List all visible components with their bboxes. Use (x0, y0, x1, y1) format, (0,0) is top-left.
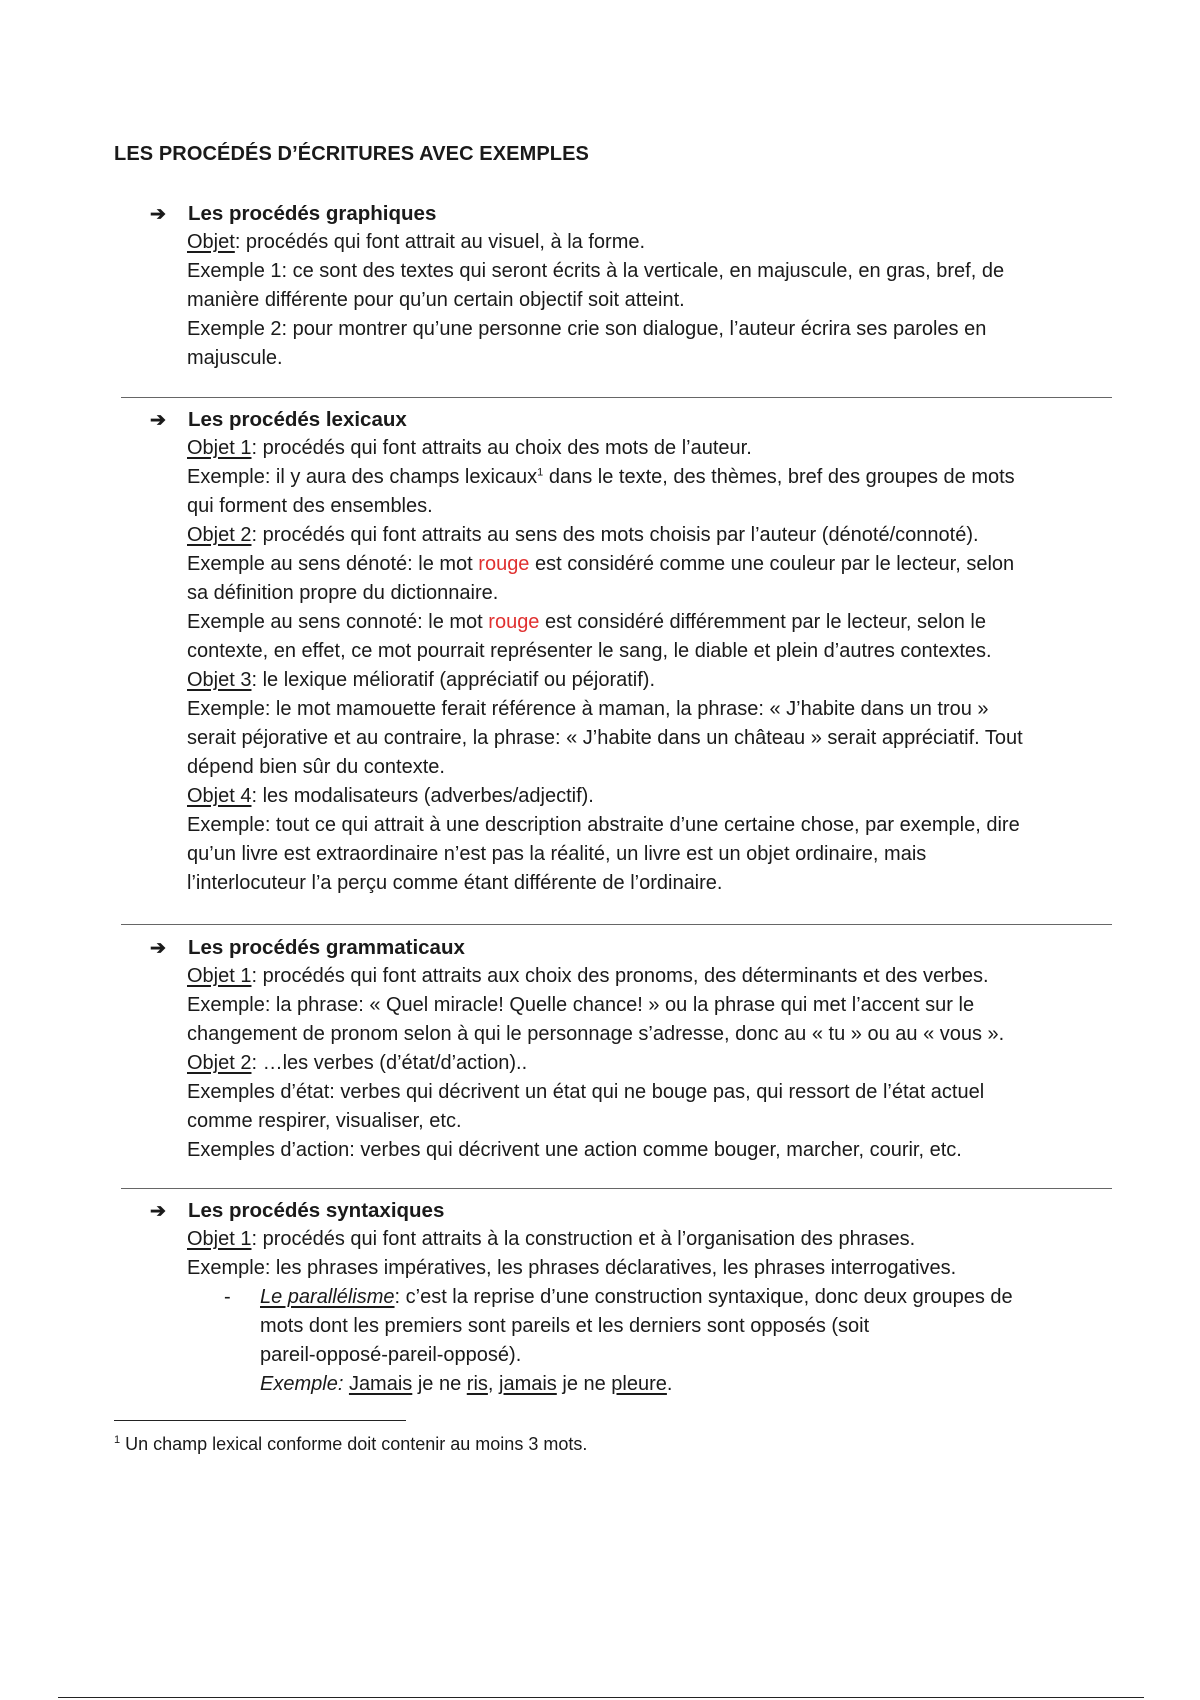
section-heading: ➔ Les procédés lexicaux (150, 406, 407, 435)
text-line: serait péjorative et au contraire, la phrase: « J’habite dans un château » serait appréciatif. Tout (187, 727, 1023, 749)
arrow-icon: ➔ (150, 1201, 166, 1222)
red-word: rouge (488, 611, 540, 633)
text-line: Exemple: tout ce qui attrait à une description abstraite d’une certaine chose, par exemple, dire (187, 814, 1020, 836)
text-line: changement de pronom selon à qui le personnage s’adresse, donc au « tu » ou au « vous ». (187, 1023, 1005, 1045)
text-line: Exemple 1: ce sont des textes qui seront écrits à la verticale, en majuscule, en gras, bref, de (187, 260, 1005, 282)
section-body (187, 962, 1127, 1165)
red-word: rouge (478, 553, 530, 575)
arrow-icon: ➔ (150, 938, 166, 959)
section-heading: ➔ Les procédés grammaticaux (150, 934, 465, 963)
text-line: Exemples d’action: verbes qui décrivent une action comme bouger, marcher, courir, etc. (187, 1139, 962, 1161)
objet-line: Objet 3: le lexique mélioratif (appréciatif ou péjoratif). (187, 669, 656, 691)
text-line: Exemples d’état: verbes qui décrivent un état qui ne bouge pas, qui ressort de l’état actuel (187, 1081, 985, 1103)
text-line: Exemple au sens connoté: le mot rouge est considéré différemment par le lecteur, selon le (187, 611, 986, 633)
text-line: Exemple 2: pour montrer qu’une personne crie son dialogue, l’auteur écrira ses paroles en (187, 318, 987, 340)
section-divider (121, 1188, 1112, 1189)
text-line: Exemple: il y aura des champs lexicaux$^1$ dans le texte, des thèmes, bref des groupes de mots (187, 466, 1015, 488)
text-line: Le parallélisme: c’est la reprise d’une construction syntaxique, donc deux groupes de (260, 1286, 1013, 1308)
section-body (187, 1225, 1127, 1283)
objet-line: Objet 4: les modalisateurs (adverbes/adjectif). (187, 785, 594, 807)
footnote-ref: 1 (537, 466, 544, 479)
arrow-icon: ➔ (150, 204, 166, 225)
text-line: pareil-opposé-pareil-opposé). (260, 1344, 522, 1366)
bullet-body (260, 1283, 1120, 1399)
section-divider (121, 397, 1112, 398)
text-line: mots dont les premiers sont pareils et les derniers sont opposés (soit (260, 1315, 870, 1337)
section-heading: ➔ Les procédés graphiques (150, 200, 436, 229)
text-line: manière différente pour qu’un certain objectif soit atteint. (187, 289, 685, 311)
text-line: Exemple: les phrases impératives, les phrases déclaratives, les phrases interrogatives. (187, 1257, 957, 1279)
example-line: Exemple: Jamais je ne ris, jamais je ne pleure. (260, 1373, 673, 1395)
dash-bullet: - (224, 1286, 231, 1308)
section-divider (121, 924, 1112, 925)
text-line: contexte, en effet, ce mot pourrait représenter le sang, le diable et plein d’autres contextes. (187, 640, 992, 662)
text-line: Exemple: la phrase: « Quel miracle! Quelle chance! » ou la phrase qui met l’accent sur le (187, 994, 975, 1016)
text-line: qu’un livre est extraordinaire n’est pas la réalité, un livre est un objet ordinaire, mais (187, 843, 927, 865)
arrow-icon: ➔ (150, 410, 166, 431)
objet-line: Objet 2: procédés qui font attraits au sens des mots choisis par l’auteur (dénoté/connoté). (187, 524, 979, 546)
text-line: Exemple: le mot mamouette ferait référence à maman, la phrase: « J’habite dans un trou » (187, 698, 989, 720)
text-line: Exemple au sens dénoté: le mot rouge est considéré comme une couleur par le lecteur, selon (187, 553, 1015, 575)
section-heading: ➔ Les procédés syntaxiques (150, 1197, 444, 1226)
term: Le parallélisme (260, 1286, 395, 1308)
text-line: l’interlocuteur l’a perçu comme étant différente de l’ordinaire. (187, 872, 723, 894)
objet-line: Objet 1: procédés qui font attraits aux choix des pronoms, des déterminants et des verbes. (187, 965, 989, 987)
objet-line: Objet 2: …les verbes (d’état/d’action).. (187, 1052, 528, 1074)
objet-line: Objet 1: procédés qui font attraits à la construction et à l’organisation des phrases. (187, 1228, 916, 1250)
objet-line: Objet: procédés qui font attrait au visuel, à la forme. (187, 231, 646, 253)
text-line: comme respirer, visualiser, etc. (187, 1110, 462, 1132)
text-line: dépend bien sûr du contexte. (187, 756, 445, 778)
section-body (187, 434, 1127, 898)
page-title: LES PROCÉDÉS D’ÉCRITURES AVEC EXEMPLES (114, 143, 589, 165)
text-line: majuscule. (187, 347, 283, 369)
page-bottom-rule (58, 1697, 1144, 1698)
text-line: sa définition propre du dictionnaire. (187, 582, 499, 604)
section-body (187, 228, 1127, 373)
objet-line: Objet 1: procédés qui font attraits au choix des mots de l’auteur. (187, 437, 752, 459)
text-line: qui forment des ensembles. (187, 495, 433, 517)
footnote-separator (114, 1420, 406, 1421)
footnote: $^1$ Un champ lexical conforme doit contenir au moins 3 mots. (114, 1434, 588, 1454)
